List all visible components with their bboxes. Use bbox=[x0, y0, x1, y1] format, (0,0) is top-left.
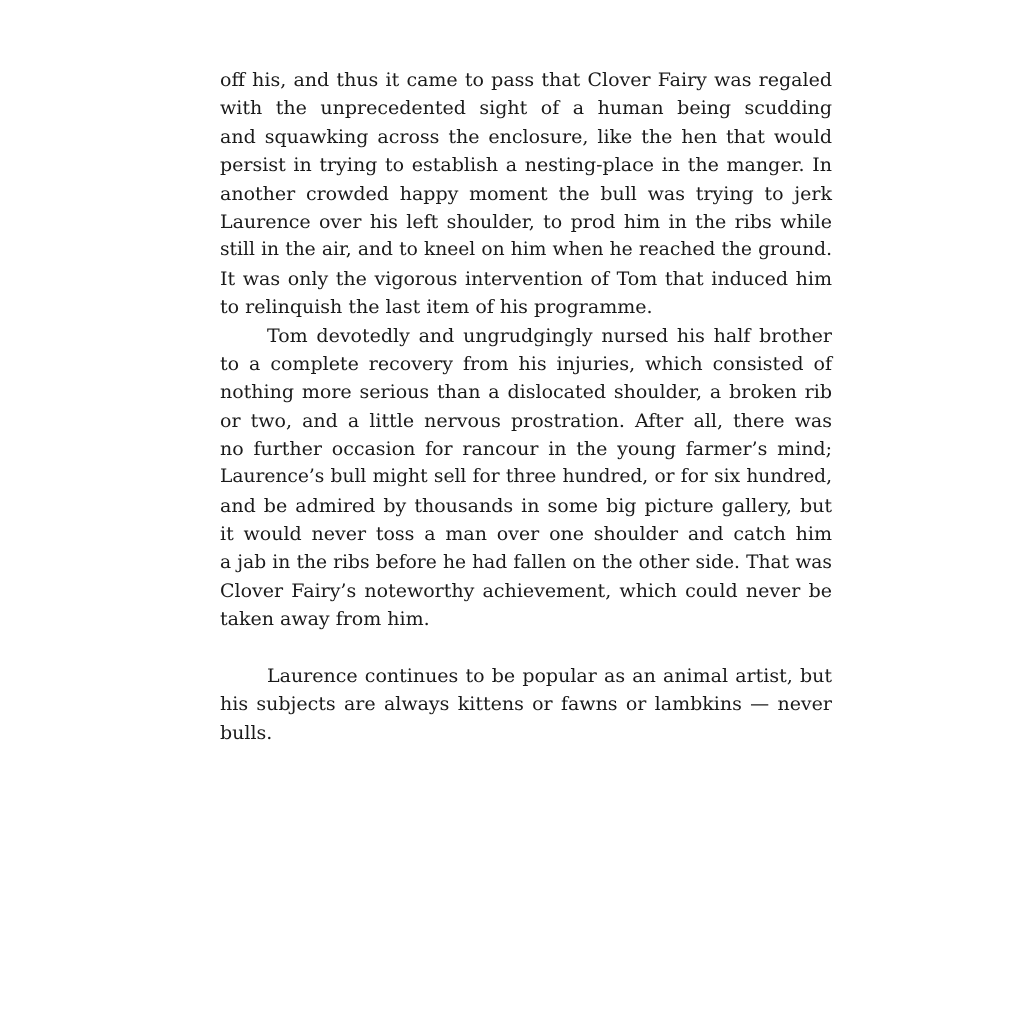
text-line: Clover Fairy’s noteworthy achievement, which could never be bbox=[220, 580, 832, 603]
body-text bbox=[220, 66, 832, 747]
text-line: to a complete recovery from his injuries, which consisted of bbox=[220, 352, 832, 375]
paragraph-3 bbox=[220, 662, 832, 747]
text-line: It was only the vigorous intervention of Tom that induced him bbox=[220, 267, 832, 290]
text-line: or two, and a little nervous prostration. After all, there was bbox=[220, 409, 832, 432]
text-line: bulls. bbox=[220, 721, 273, 744]
text-line: Laurence continues to be popular as an animal artist, but bbox=[267, 664, 832, 687]
text-line: taken away from him. bbox=[220, 608, 430, 631]
text-line: persist in trying to establish a nesting-place in the manger. In bbox=[220, 154, 832, 177]
text-line: with the unprecedented sight of a human being scudding bbox=[220, 97, 832, 120]
text-line: to relinquish the last item of his programme. bbox=[220, 296, 653, 319]
text-line: another crowded happy moment the bull was trying to jerk bbox=[220, 182, 832, 205]
text-line: nothing more serious than a dislocated shoulder, a broken rib bbox=[220, 381, 832, 404]
text-line: Tom devotedly and ungrudgingly nursed his half brother bbox=[267, 324, 832, 347]
text-line: still in the air, and to kneel on him when he reached the ground. bbox=[220, 239, 832, 261]
text-line: Laurence’s bull might sell for three hundred, or for six hundred, bbox=[220, 466, 832, 488]
text-line: it would never toss a man over one shoulder and catch him bbox=[220, 523, 832, 546]
paragraph-2 bbox=[220, 322, 832, 634]
text-line: no further occasion for rancour in the young farmer’s mind; bbox=[220, 438, 832, 461]
paragraph-1 bbox=[220, 66, 832, 322]
text-line: and squawking across the enclosure, like the hen that would bbox=[220, 125, 832, 148]
text-line: Laurence over his left shoulder, to prod him in the ribs while bbox=[220, 210, 832, 233]
text-line: and be admired by thousands in some big picture gallery, but bbox=[220, 494, 832, 517]
text-line: his subjects are always kittens or fawns or lambkins — never bbox=[220, 693, 832, 716]
text-line: off his, and thus it came to pass that Clover Fairy was regaled bbox=[220, 69, 832, 91]
text-line: a jab in the ribs before he had fallen on the other side. That was bbox=[220, 551, 832, 573]
